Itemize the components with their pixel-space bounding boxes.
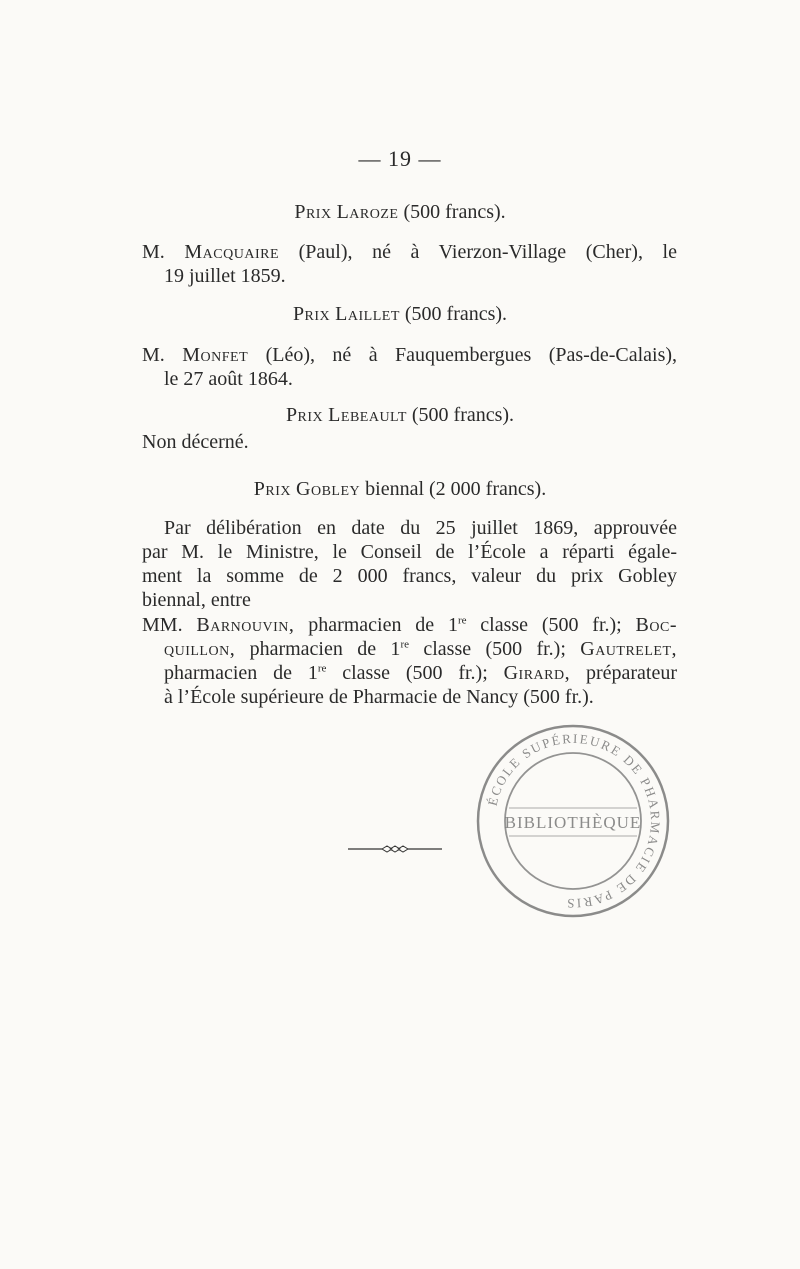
ordinal-sup: re xyxy=(400,638,409,651)
heading-prix-label: Prix xyxy=(253,478,292,500)
lebeault-paragraph xyxy=(142,430,677,454)
laroze-line-2: 19 juillet 1859. xyxy=(164,265,286,287)
heading-prix-laillet xyxy=(0,302,800,326)
gobley-line-3: ment la somme de 2 000 francs, valeur du prix Gobley xyxy=(142,565,677,587)
heading-extra: biennal xyxy=(365,478,425,500)
heading-prix-label: Prix xyxy=(285,404,324,426)
ornamental-rule xyxy=(348,834,442,864)
heading-amount: (500 francs). xyxy=(411,404,515,426)
heading-prize-name: Laillet xyxy=(335,303,400,325)
gobley-line-1: Par délibération en date du 25 juillet 1869, approuvée xyxy=(164,517,677,539)
pharmacist-text: pharmacien de 1 xyxy=(249,638,401,660)
page-number: — 19 — xyxy=(358,146,442,171)
heading-amount: (500 francs). xyxy=(404,303,508,325)
laureate-name: quillon, xyxy=(164,638,236,660)
heading-prize-name: Gobley xyxy=(296,478,361,500)
role-text: préparateur xyxy=(585,662,678,684)
pharmacist-text: pharmacien de 1 xyxy=(308,614,458,636)
heading-amount: (500 francs). xyxy=(403,201,506,223)
ordinal-sup: re xyxy=(317,662,327,675)
laureates-line-3 xyxy=(142,661,677,685)
laroze-paragraph xyxy=(142,240,677,288)
laroze-line-1 xyxy=(142,240,677,264)
laureate-name: Barnouvin, xyxy=(196,614,295,636)
honorific: MM. xyxy=(142,614,183,636)
stamp-ring-text: ÉCOLE SUPÉRIEURE DE PHARMACIE DE PARIS xyxy=(484,730,664,912)
heading-prize-name: Laroze xyxy=(336,201,399,223)
laureates-line-2 xyxy=(142,637,677,661)
heading-prix-label: Prix xyxy=(294,201,332,223)
gobley-paragraph xyxy=(142,516,677,612)
laureate-details: (Paul), né à Vierzon-Village (Cher), le xyxy=(298,241,677,263)
heading-prix-laroze xyxy=(0,200,800,224)
laureates-paragraph xyxy=(142,613,677,709)
laureate-details: (Léo), né à Fauquembergues (Pas-de-Calais), xyxy=(265,344,678,366)
laureate-name: Boc- xyxy=(635,614,677,636)
laureate-name: Monfet xyxy=(182,344,249,366)
honorific: M. xyxy=(142,344,165,366)
pharmacist-text: pharmacien de 1 xyxy=(164,662,318,684)
class-amount: classe (500 fr.); xyxy=(342,662,488,684)
heading-prix-lebeault xyxy=(0,403,800,427)
laureate-name: Gautrelet, xyxy=(580,638,678,660)
laillet-line-2: le 27 août 1864. xyxy=(164,368,293,390)
laureates-line-1 xyxy=(142,613,677,637)
heading-prix-label: Prix xyxy=(292,303,331,325)
heading-prix-gobley xyxy=(0,477,800,501)
class-amount: classe (500 fr.); xyxy=(423,638,566,660)
gobley-line-4: biennal, entre xyxy=(142,589,251,611)
class-amount: classe (500 fr.); xyxy=(480,614,622,636)
library-stamp xyxy=(474,722,672,920)
laureates-line-4: à l’École supérieure de Pharmacie de Nancy (500 fr.). xyxy=(164,686,594,708)
heading-amount: (2 000 francs). xyxy=(429,478,547,500)
honorific: M. xyxy=(142,241,165,263)
ordinal-sup: re xyxy=(457,614,467,627)
laureate-name: Girard, xyxy=(503,662,571,684)
laillet-line-1 xyxy=(142,343,677,367)
stamp-center-text: BIBLIOTHÈQUE xyxy=(504,813,642,832)
lebeault-text: Non décerné. xyxy=(142,431,249,453)
laillet-paragraph xyxy=(142,343,677,391)
gobley-line-2: par M. le Ministre, le Conseil de l’École a réparti égale- xyxy=(142,541,677,563)
laureate-name: Macquaire xyxy=(184,241,280,263)
heading-prize-name: Lebeault xyxy=(328,404,407,426)
